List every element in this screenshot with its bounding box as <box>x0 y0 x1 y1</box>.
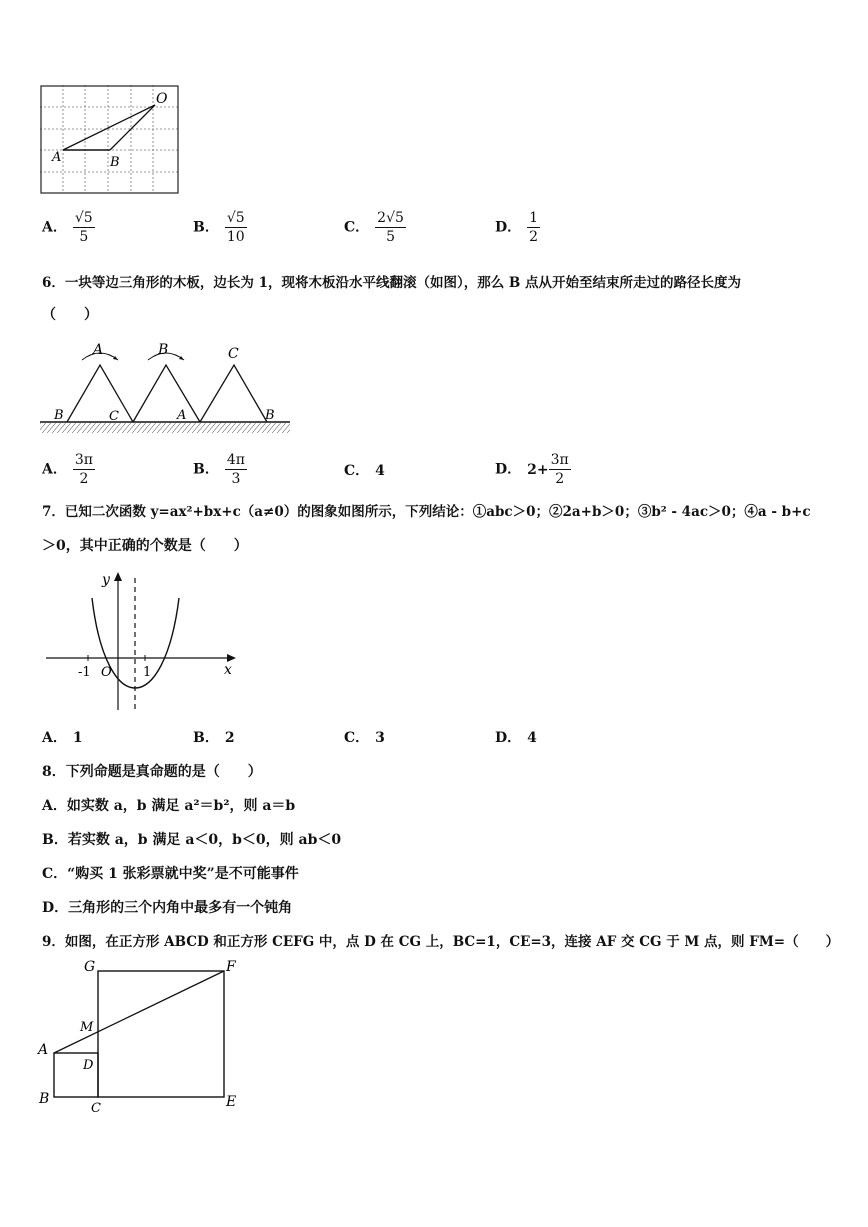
square-cefg <box>98 971 224 1097</box>
q6-stem-line1: 6．一块等边三角形的木板，边长为 1，现将木板沿水平线翻滚（如图），那么 B 点从开始至结束所走过的路径长度为 <box>42 275 742 291</box>
label-m: M <box>80 1020 94 1035</box>
q5-option-d: D． $\frac{1}{2}$ <box>495 210 539 245</box>
label-b: B <box>110 155 120 170</box>
q5-option-b: B． $\frac{√5}{10}$ <box>193 210 245 245</box>
q8-option-d: D．三角形的三个内角中最多有一个钝角 <box>42 900 293 916</box>
frac-denominator: 2 <box>555 471 565 487</box>
q9-stem: 9．如图，在正方形 ABCD 和正方形 CEFG 中，点 D 在 CG 上，BC=1，CE=3，连接 AF 交 CG 于 M 点，则 FM=（ ） <box>42 934 840 950</box>
q6-rolling-triangle-figure <box>40 340 292 440</box>
frac-denominator: 5 <box>79 229 89 245</box>
q7-option-a: A． 1 <box>42 730 83 746</box>
frac-denominator: 5 <box>386 229 395 245</box>
q5-option-c: C． $\frac{2√5}{5}$ <box>344 210 404 245</box>
label-o: O <box>156 91 168 107</box>
triangle-2 <box>133 365 200 422</box>
tick-label-neg1: -1 <box>78 665 91 680</box>
frac-numerator: 3π <box>550 452 569 468</box>
ground-hatch <box>40 423 290 433</box>
q7-option-d: D． 4 <box>495 730 537 746</box>
label-e: E <box>226 1094 237 1110</box>
q7-parabola-figure <box>44 568 240 714</box>
label-f: F <box>226 959 236 975</box>
label-b1: B <box>54 408 64 423</box>
q5-option-a: A． $\frac{√5}{5}$ <box>42 210 93 245</box>
frac-numerator: 2√5 <box>377 210 404 226</box>
label-c1: C <box>109 409 119 424</box>
q8-option-b: B．若实数 a，b 满足 a＜0，b＜0，则 ab＜0 <box>42 832 342 848</box>
frac-numerator: 1 <box>529 210 539 226</box>
label-x: x <box>224 662 232 678</box>
segment-af <box>54 971 224 1053</box>
frac-numerator: √5 <box>74 210 93 226</box>
label-a-top: A <box>93 342 104 358</box>
q7-option-c: C． 3 <box>344 730 385 746</box>
q7-option-b: B． 2 <box>193 730 235 746</box>
label-a1: A <box>177 408 187 423</box>
segment-ao <box>63 105 155 150</box>
q7-stem-line2: ＞0，其中正确的个数是（ ） <box>42 538 248 554</box>
label-y: y <box>102 572 110 588</box>
label-a: A <box>52 150 62 165</box>
q5-grid-figure <box>40 85 182 197</box>
triangle-1 <box>67 365 133 422</box>
frac-denominator: 3 <box>231 471 241 487</box>
q6-stem-line2: （ ） <box>42 307 98 323</box>
label-a: A <box>38 1042 49 1058</box>
triangle-3 <box>200 365 267 422</box>
q6-option-c: C． 4 <box>344 463 385 479</box>
label-b: B <box>39 1091 50 1107</box>
segment-bo <box>110 105 155 150</box>
q8-stem: 8．下列命题是真命题的是（ ） <box>42 764 262 780</box>
label-b-top: B <box>158 342 169 358</box>
frac-denominator: 10 <box>226 229 245 245</box>
q6-option-b: B． $\frac{4\pi}{3}$ <box>193 452 245 487</box>
label-d: D <box>83 1058 94 1073</box>
frac-denominator: 2 <box>79 471 89 487</box>
label-c: C <box>91 1101 101 1115</box>
q9-squares-figure <box>36 955 246 1115</box>
label-origin: O <box>101 665 112 680</box>
frac-numerator: 4π <box>226 452 245 468</box>
q6-option-a: A． $\frac{3\pi}{2}$ <box>42 452 93 487</box>
q7-stem-line1: 7．已知二次函数 y=ax²+bx+c（a≠0）的图象如图所示，下列结论：①abc＞0；②2a+b＞0；③b² - 4ac＞0；④a - b+c <box>42 504 811 520</box>
frac-denominator: 2 <box>529 229 539 245</box>
label-g: G <box>84 959 96 975</box>
label-b2: B <box>265 408 275 423</box>
q8-option-a: A．如实数 a，b 满足 a²＝b²，则 a＝b <box>42 798 296 814</box>
frac-numerator: √5 <box>226 210 245 226</box>
label-c-top: C <box>228 346 239 362</box>
q8-option-c: C．“购买 1 张彩票就中奖”是不可能事件 <box>42 866 299 882</box>
q6-option-d: D． 2+ $\frac{3\pi}{2}$ <box>495 452 569 487</box>
tick-label-1: 1 <box>143 665 152 680</box>
frac-numerator: 3π <box>74 452 93 468</box>
